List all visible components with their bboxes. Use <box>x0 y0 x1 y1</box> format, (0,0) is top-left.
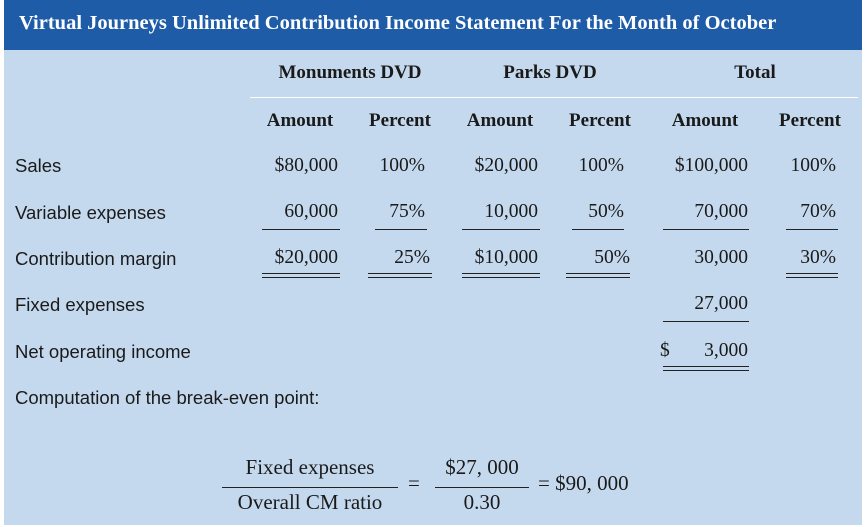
underline <box>663 321 749 322</box>
cell-variable-total-percent: 70% <box>800 201 836 222</box>
double-underline <box>262 273 340 278</box>
double-underline <box>462 273 540 278</box>
double-underline <box>566 273 630 278</box>
header-divider <box>250 97 858 98</box>
formula-result: = $90, 000 <box>538 471 629 495</box>
fraction-bar <box>222 487 398 488</box>
formula-denominator-label: Overall CM ratio <box>237 490 383 514</box>
formula-denominator-value: 0.30 <box>463 490 501 514</box>
cell-cm-mon-percent: 25% <box>394 247 430 268</box>
group-header-total: Total <box>734 62 776 83</box>
cell-fixed-total-amount: 27,000 <box>694 293 748 314</box>
cell-cm-parks-percent: 50% <box>594 247 630 268</box>
underline <box>375 229 427 230</box>
underline <box>572 229 624 230</box>
formula-numerator-label: Fixed expenses <box>245 455 375 479</box>
row-label-contribution-margin: Contribution margin <box>15 248 177 269</box>
col-header-parks-percent: Percent <box>569 110 631 131</box>
cell-variable-parks-amount: 10,000 <box>484 201 538 222</box>
cell-sales-total-percent: 100% <box>790 155 836 176</box>
cell-noi-dollar-sign: $ <box>660 340 670 361</box>
row-label-sales: Sales <box>15 155 62 176</box>
underline <box>663 229 749 230</box>
cell-sales-parks-percent: 100% <box>578 155 624 176</box>
formula-numerator-value: $27, 000 <box>445 455 519 479</box>
cell-variable-total-amount: 70,000 <box>694 201 748 222</box>
col-header-total-percent: Percent <box>779 110 841 131</box>
cell-noi-total-amount: 3,000 <box>704 340 748 361</box>
row-label-variable-expenses: Variable expenses <box>15 202 166 223</box>
statement-title: Virtual Journeys Unlimited Contribution Income Statement For the Month of October <box>19 12 777 34</box>
col-header-mon-percent: Percent <box>369 110 431 131</box>
underline <box>262 229 340 230</box>
underline <box>786 229 838 230</box>
cell-sales-mon-percent: 100% <box>379 155 425 176</box>
col-header-total-amount: Amount <box>671 110 739 131</box>
cell-sales-mon-amount: $80,000 <box>274 155 338 176</box>
formula-equals-sign: = <box>408 471 420 495</box>
cell-variable-mon-percent: 75% <box>389 201 425 222</box>
cell-sales-total-amount: $100,000 <box>674 155 748 176</box>
col-header-mon-amount: Amount <box>266 110 334 131</box>
cell-variable-parks-percent: 50% <box>588 201 624 222</box>
breakeven-heading: Computation of the break-even point: <box>15 387 320 408</box>
cell-sales-parks-amount: $20,000 <box>474 155 538 176</box>
double-underline <box>663 366 749 371</box>
fraction-bar <box>435 487 529 488</box>
cell-cm-parks-amount: $10,000 <box>474 247 538 268</box>
col-header-parks-amount: Amount <box>466 110 534 131</box>
title-bar <box>4 0 862 50</box>
double-underline <box>368 273 432 278</box>
cell-cm-total-amount: 30,000 <box>694 247 748 268</box>
group-header-monuments: Monuments DVD <box>278 62 422 83</box>
double-underline <box>786 273 838 278</box>
cell-cm-total-percent: 30% <box>800 247 836 268</box>
cell-cm-mon-amount: $20,000 <box>274 247 338 268</box>
group-header-parks: Parks DVD <box>503 62 597 83</box>
row-label-net-operating-income: Net operating income <box>15 341 191 362</box>
row-label-fixed-expenses: Fixed expenses <box>15 294 145 315</box>
cell-variable-mon-amount: 60,000 <box>284 201 338 222</box>
underline <box>462 229 540 230</box>
